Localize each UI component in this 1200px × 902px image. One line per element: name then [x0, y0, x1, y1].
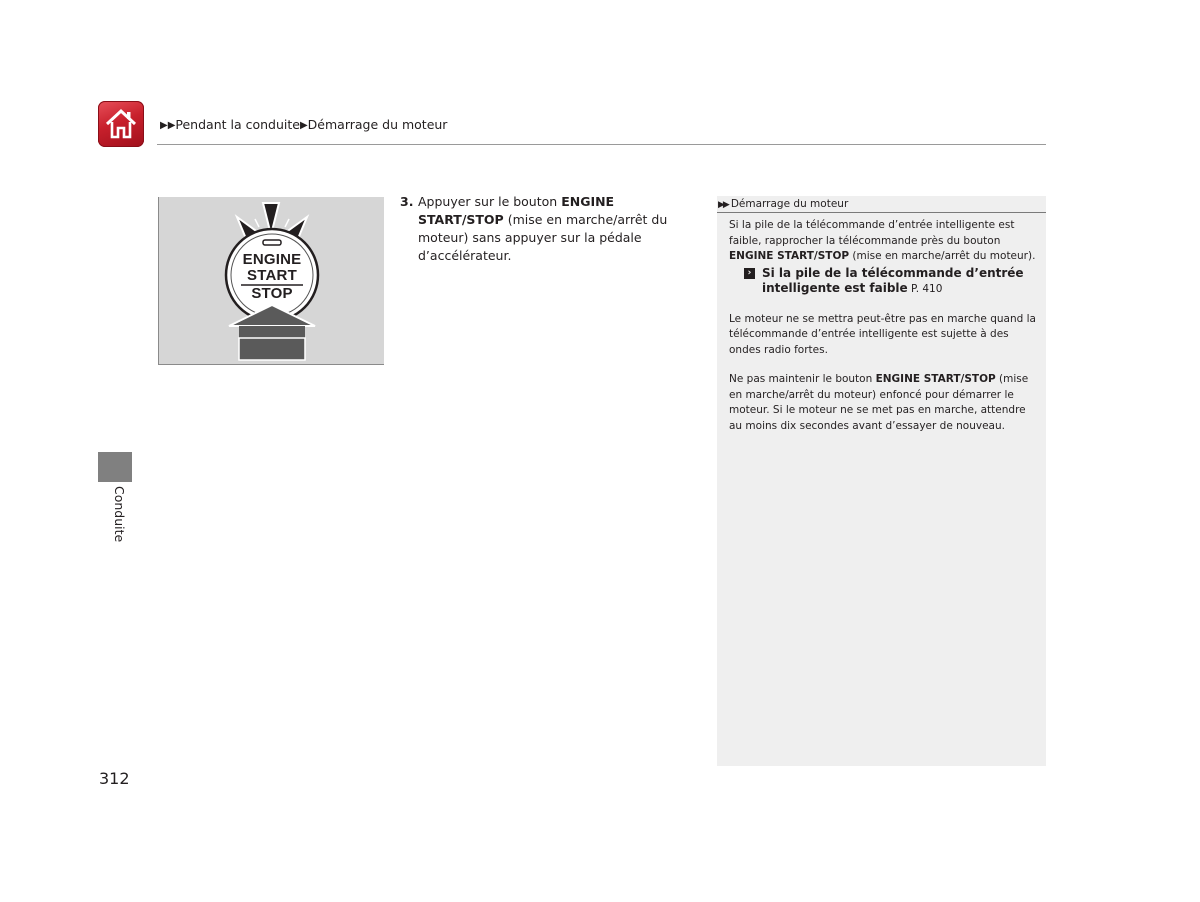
breadcrumb-item-pendant-la-conduite[interactable]: Pendant la conduite — [175, 117, 300, 132]
sidebar-content — [717, 213, 1046, 434]
home-icon[interactable] — [98, 101, 144, 147]
step-text-after: (mise en marche/arrêt du moteur) sans appuyer sur la pédale d’accélérateur. — [418, 212, 668, 263]
p3-text-bold: ENGINE START/STOP — [875, 373, 996, 385]
cross-reference-text[interactable]: Si la pile de la télécommande d’entrée intelligente est faible — [762, 265, 1024, 295]
sidebar-paragraph-1 — [729, 218, 1036, 265]
step-text — [418, 193, 700, 265]
step-text-bold: ENGINE START/STOP — [418, 194, 615, 227]
house-glyph — [104, 107, 138, 141]
breadcrumb-arrow-icon: ▶▶ — [160, 120, 176, 131]
cross-reference-icon: › — [744, 268, 755, 279]
sidebar-note — [717, 196, 1046, 766]
step-instruction — [400, 193, 700, 265]
cross-reference-page[interactable]: P. 410 — [907, 283, 943, 295]
p1-text-before: Si la pile de la télécommande d’entrée intelligente est faible, rapprocher la télécommande près du bouton — [729, 219, 1015, 247]
step-text-before: Appuyer sur le bouton — [418, 194, 562, 209]
button-label-engine: ENGINE — [242, 251, 302, 268]
header-rule — [157, 144, 1046, 145]
chapter-tab-label: Conduite — [112, 486, 127, 543]
p1-text-bold: ENGINE START/STOP — [729, 250, 850, 262]
button-label-start: START — [247, 267, 297, 284]
sidebar-paragraph-2: Le moteur ne se mettra peut-être pas en marche quand la télécommande d’entrée intelligente est sujette à des ondes radio fortes. — [729, 312, 1036, 356]
breadcrumb — [160, 117, 447, 132]
sidebar-paragraph-3 — [729, 372, 1036, 434]
button-label-stop: STOP — [251, 285, 293, 302]
sidebar-heading — [717, 196, 1046, 213]
p1-text-after: (mise en marche/arrêt du moteur). — [849, 250, 1036, 262]
engine-start-stop-illustration — [158, 197, 384, 365]
chapter-tab-marker — [98, 452, 132, 482]
cross-reference-link[interactable] — [744, 266, 1036, 298]
p3-text-after: (mise en marche/arrêt du moteur) enfoncé pour démarrer le moteur. Si le moteur ne se met pas en marche, attendre au moins dix secondes avant d’essayer de nouveau. — [729, 373, 1029, 432]
breadcrumb-item-demarrage-du-moteur[interactable]: Démarrage du moteur — [307, 117, 448, 132]
page-number: 312 — [99, 769, 130, 788]
note-marker-icon: ▶▶ — [718, 200, 728, 210]
step-number: 3. — [400, 194, 414, 209]
breadcrumb-arrow-icon: ▶ — [299, 120, 308, 131]
p3-text-before: Ne pas maintenir le bouton — [729, 373, 876, 385]
sidebar-heading-text: Démarrage du moteur — [730, 198, 849, 210]
